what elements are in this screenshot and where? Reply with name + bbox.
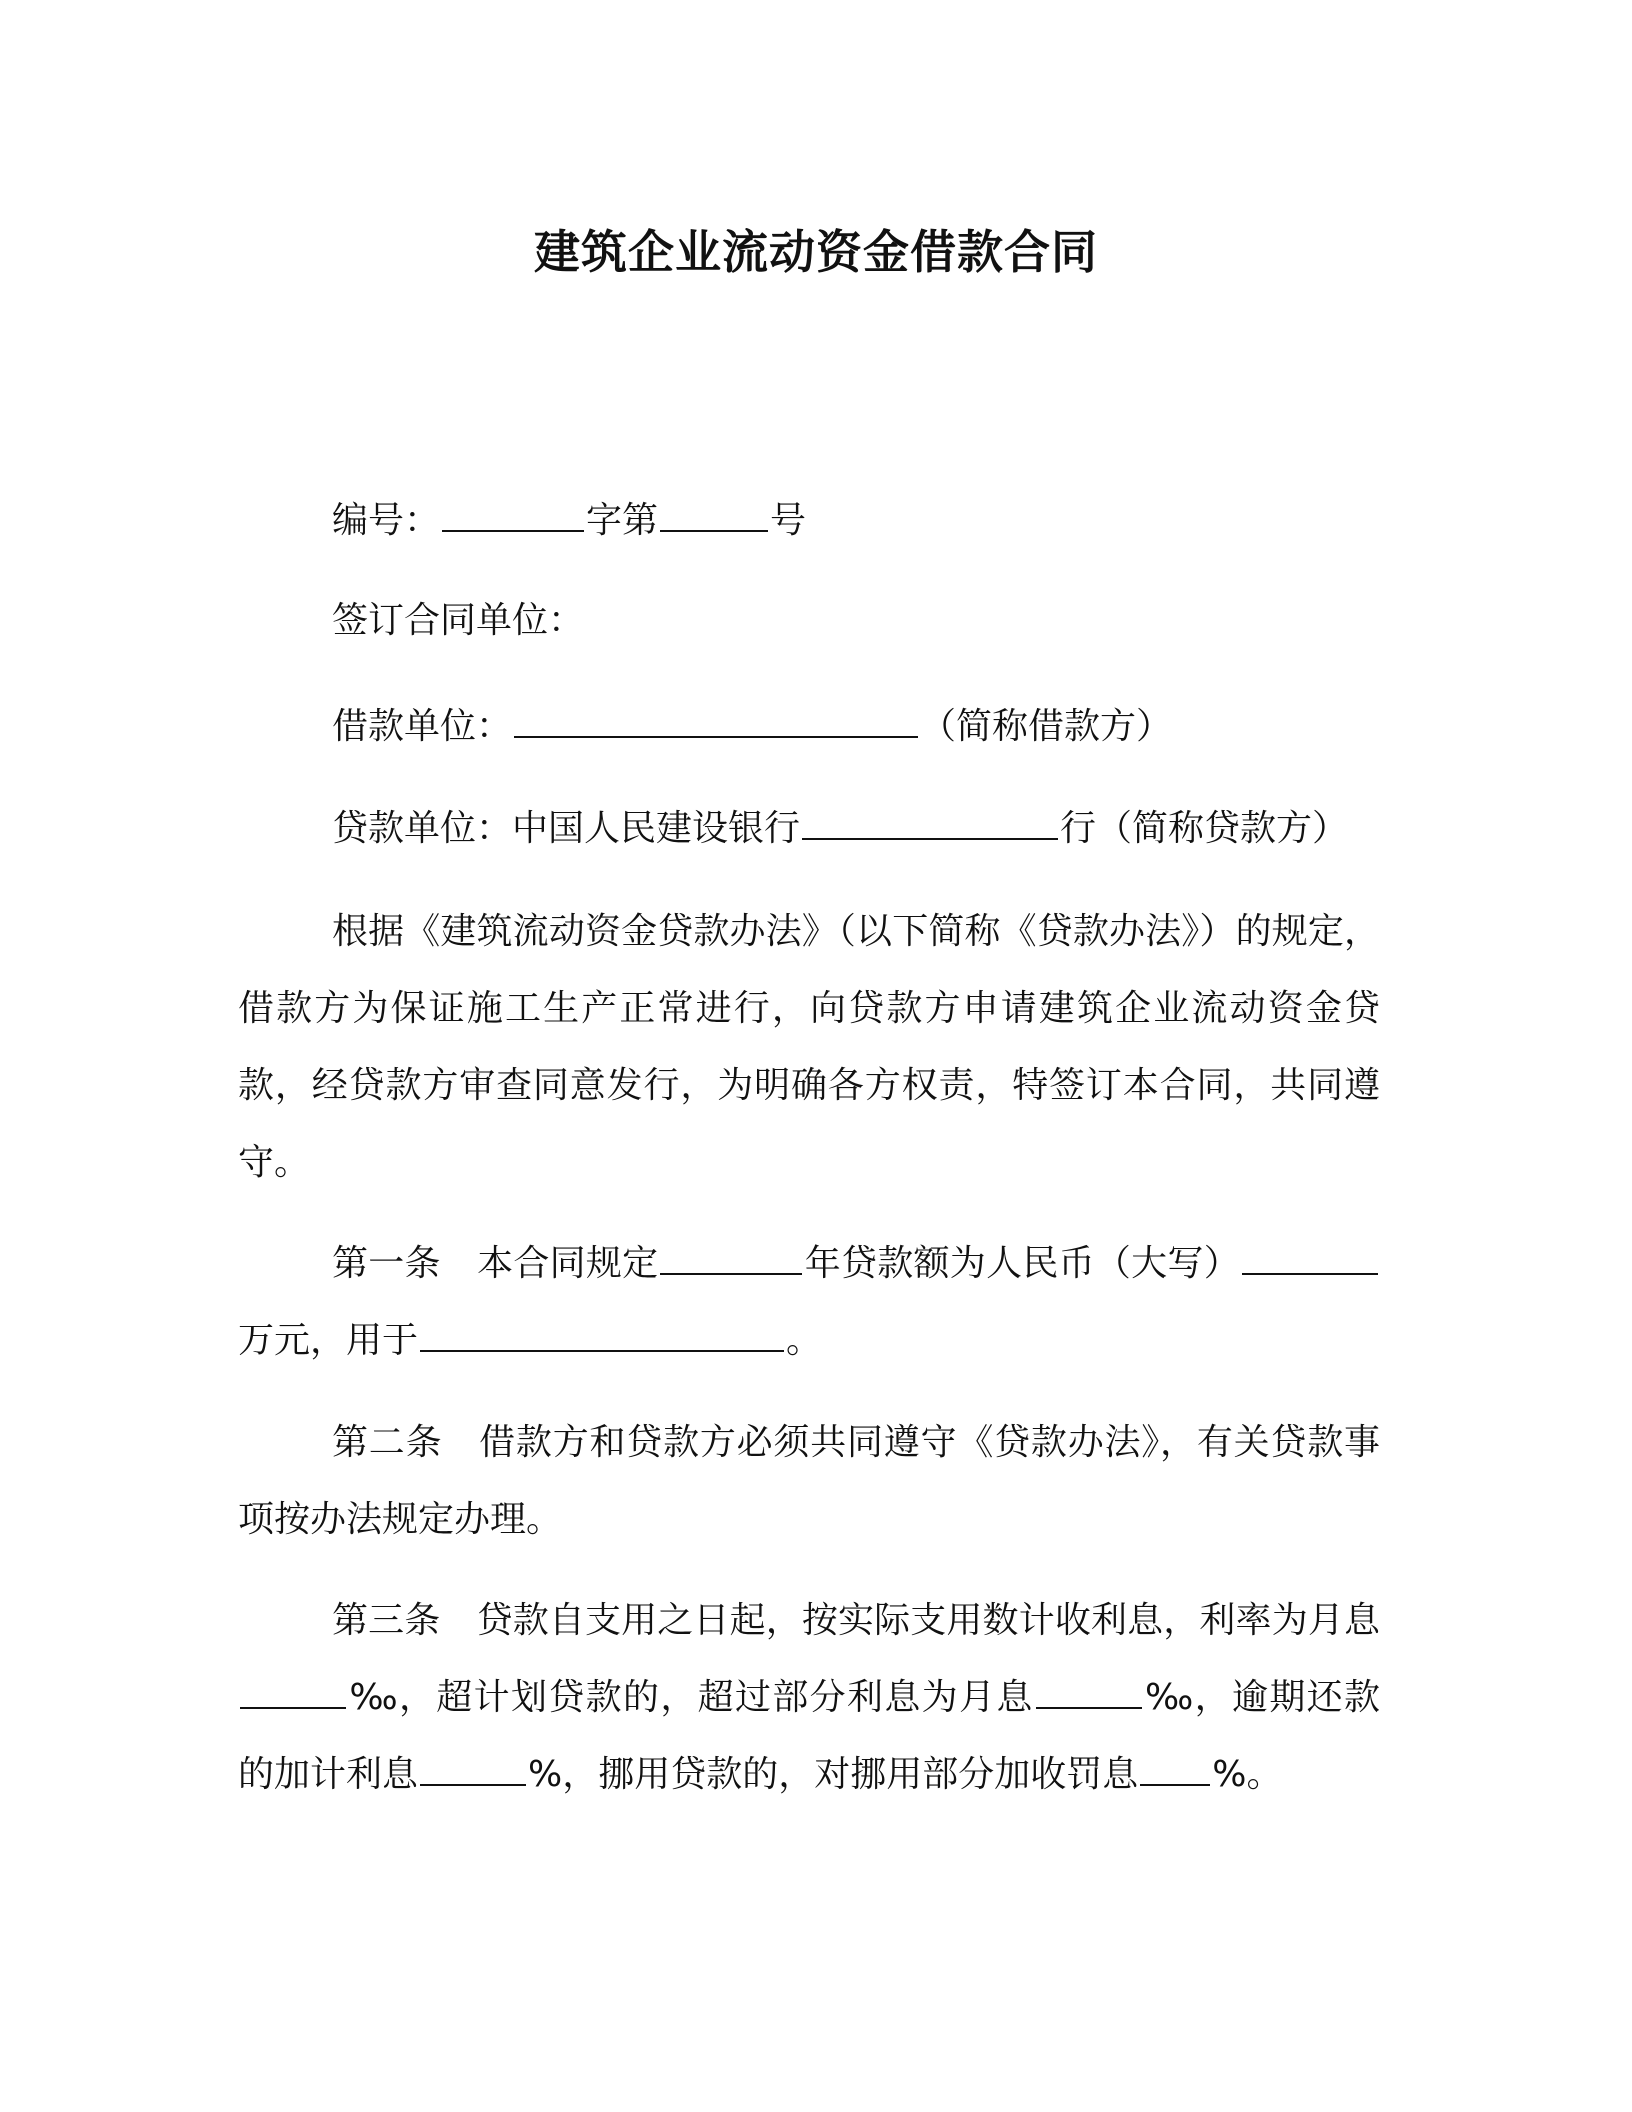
lender-label: 贷款单位：中国人民建设银行 (332, 808, 801, 849)
article1-part4: 。 (786, 1320, 823, 1361)
article1-part3: 万元，用于 (238, 1320, 419, 1361)
article3-part5: %。 (1212, 1754, 1283, 1795)
borrower-blank[interactable] (514, 700, 918, 738)
article3-rate-blank[interactable] (240, 1671, 346, 1709)
lender-suffix: 行（简称贷款方） (1060, 808, 1349, 849)
article1-year-blank[interactable] (660, 1237, 802, 1275)
contract-number-line (332, 494, 806, 546)
article3-part1: 第三条 贷款自支用之日起，按实际支用数计收利息，利率为月息 (332, 1600, 1380, 1641)
article3-part2: ‰，超计划贷款的，超过部分利息为月息 (348, 1677, 1034, 1718)
article1-part2: 年贷款额为人民币（大写） (804, 1243, 1240, 1284)
article1-heading: 第一条 本合同规定 (332, 1243, 659, 1284)
article3-overdue-blank[interactable] (420, 1748, 526, 1786)
article3-penalty-blank[interactable] (1140, 1748, 1210, 1786)
number-mid: 字第 (586, 500, 659, 541)
article3-part3: ‰，逾期还款的加计利息 (238, 1677, 1380, 1795)
article3-excess-rate-blank[interactable] (1036, 1671, 1142, 1709)
article3-part4: %，挪用贷款的，对挪用部分加收罚息 (528, 1754, 1139, 1795)
article-1 (238, 1225, 1380, 1379)
borrower-label: 借款单位： (332, 706, 513, 747)
lender-line (332, 802, 1348, 854)
number-blank-2[interactable] (660, 494, 768, 532)
number-label: 编号： (332, 500, 441, 541)
document-title: 建筑企业流动资金借款合同 (534, 225, 1098, 279)
article1-amount-blank[interactable] (1242, 1237, 1378, 1275)
number-blank-1[interactable] (442, 494, 584, 532)
borrower-line (332, 700, 1172, 752)
article-3 (238, 1582, 1380, 1813)
article1-purpose-blank[interactable] (420, 1314, 784, 1352)
article-2: 第二条 借款方和贷款方必须共同遵守《贷款办法》，有关贷款事项按办法规定办理。 (238, 1422, 1380, 1540)
preamble-paragraph: 根据《建筑流动资金贷款办法》（以下简称《贷款办法》）的规定，借款方为保证施工生产正常进行，向贷款方申请建筑企业流动资金贷款，经贷款方审查同意发行，为明确各方权责，特签订本合同，共同遵守。 (238, 911, 1380, 1183)
number-end: 号 (770, 500, 807, 541)
signing-units-label: 签订合同单位： (332, 600, 585, 641)
signing-units-line (332, 596, 584, 646)
borrower-suffix: （简称借款方） (920, 706, 1173, 747)
lender-blank[interactable] (802, 802, 1058, 840)
